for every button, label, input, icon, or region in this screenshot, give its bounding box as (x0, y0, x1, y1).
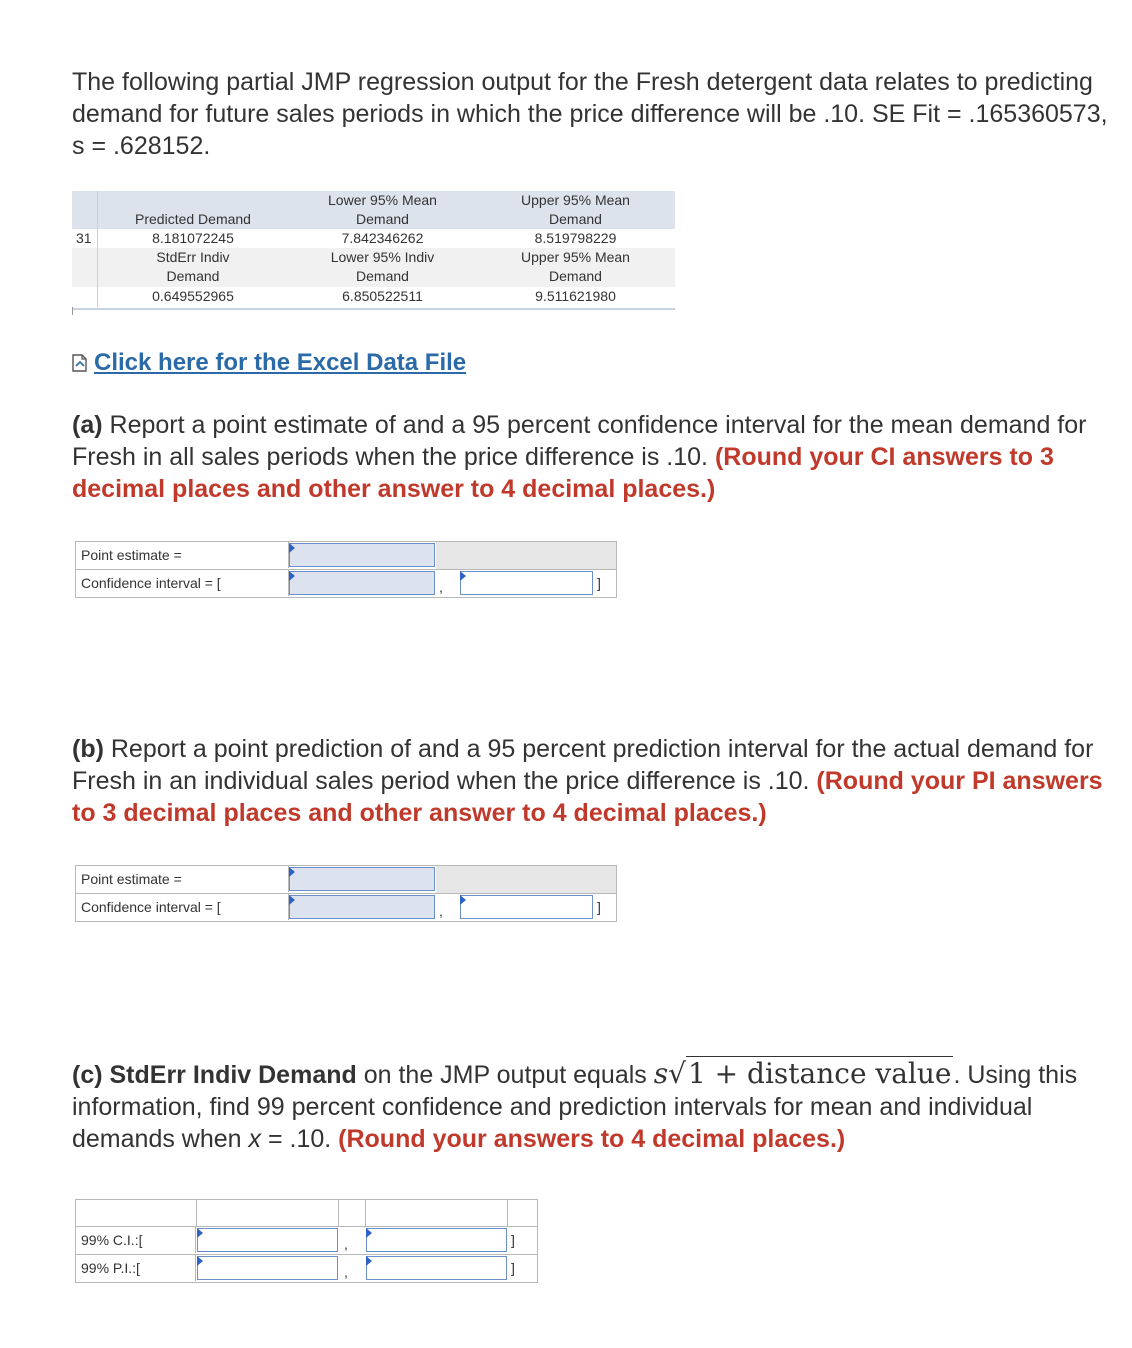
part-c-instruction: (Round your answers to 4 decimal places.) (338, 1125, 846, 1153)
input-flag-icon (289, 571, 295, 581)
part-b-comma: , (439, 903, 443, 919)
part-c-xvar: x (248, 1125, 262, 1153)
part-c-ci-close: ] (511, 1232, 515, 1248)
part-c-pi-high-input[interactable] (366, 1256, 507, 1280)
input-flag-icon (197, 1256, 203, 1266)
sqrt-icon: √ (668, 1057, 686, 1090)
part-a-close-bracket: ] (597, 575, 601, 591)
formula-s: s (653, 1057, 669, 1090)
input-flag-icon (366, 1228, 372, 1238)
intro-paragraph: The following partial JMP regression output for the Fresh detergent data relates to predicting demand for future sales periods in which the price difference will be .10. SE Fit = .165360573, s = .628152. (72, 68, 1108, 160)
jmp-header-lower-indiv-l1: Lower 95% Indiv (330, 249, 435, 265)
jmp-output-table (72, 191, 675, 315)
part-c-ci-low-input[interactable] (197, 1228, 338, 1252)
part-c-pi-low-input[interactable] (197, 1256, 338, 1280)
part-a-answer-table (75, 541, 617, 598)
part-b-pi-high-input[interactable] (460, 895, 593, 919)
part-c-ci-label: 99% C.I.:[ (76, 1227, 196, 1253)
input-flag-icon (460, 895, 466, 905)
jmp-value-upper-indiv: 9.511621980 (535, 288, 616, 304)
jmp-row-number: 31 (76, 230, 92, 246)
jmp-header-upper-indiv-l2: Demand (549, 268, 602, 284)
part-c-pi-label: 99% P.I.:[ (76, 1255, 196, 1281)
part-c-question (72, 1058, 1122, 1155)
part-a-instruction: (Round your CI answers to 3 decimal places and other answer to 4 decimal places.) (72, 443, 1054, 503)
part-c-label: (c) StdErr Indiv Demand (72, 1061, 357, 1089)
document-icon (72, 354, 88, 372)
part-a-ci-label: Confidence interval = [ (76, 570, 289, 596)
input-flag-icon (460, 571, 466, 581)
part-c-col-line-4 (507, 1200, 508, 1226)
part-c-pi-close: ] (511, 1260, 515, 1276)
jmp-header-stderr-l2: Demand (166, 268, 220, 284)
jmp-header-lower-mean-l1: Lower 95% Mean (328, 192, 437, 208)
part-b-point-input[interactable] (289, 867, 435, 891)
part-b-label: (b) (72, 735, 104, 763)
part-a-text: Report a point estimate of and a 95 percent confidence interval for the mean demand for Fresh in all sales periods when the price difference is .10. (72, 411, 1087, 471)
part-a-question (72, 409, 1122, 505)
part-b-question (72, 733, 1122, 829)
part-c-ci-high-input[interactable] (366, 1228, 507, 1252)
formula-radicand: 1 + distance value (687, 1057, 952, 1090)
part-c-answer-table (75, 1199, 538, 1283)
part-b-close-bracket: ] (597, 899, 601, 915)
part-b-point-label: Point estimate = (76, 866, 289, 892)
jmp-header-predicted-demand: Predicted Demand (135, 211, 251, 227)
part-b-pi-low-input[interactable] (289, 895, 435, 919)
excel-data-link[interactable] (72, 347, 466, 379)
jmp-header-stderr-l1: StdErr Indiv (156, 249, 230, 265)
jmp-value-predicted: 8.181072245 (152, 230, 234, 246)
part-c-col-line-2 (338, 1200, 339, 1226)
part-a-empty-cell (436, 542, 616, 569)
part-a-label: (a) (72, 411, 103, 439)
part-a-point-input[interactable] (289, 543, 435, 567)
jmp-header-upper-indiv-l1: Upper 95% Mean (521, 249, 630, 265)
jmp-values-row-1 (72, 229, 675, 248)
part-a-ci-low-input[interactable] (289, 571, 435, 595)
part-c-ci-comma: , (344, 1236, 348, 1252)
part-b-text: Report a point prediction of and a 95 percent prediction interval for the actual demand for Fresh in an individual sales period when the price difference is .10. (72, 735, 1094, 795)
jmp-value-lower-mean: 7.842346262 (341, 230, 424, 246)
part-c-formula (654, 1056, 954, 1090)
jmp-values-row-2 (72, 287, 675, 307)
jmp-header-lower-indiv-l2: Demand (356, 268, 409, 284)
jmp-header-lower-mean-l2: Demand (356, 211, 409, 227)
jmp-bottom-border (72, 308, 675, 310)
part-b-answer-table (75, 865, 617, 922)
input-flag-icon (197, 1228, 203, 1238)
part-a-ci-high-input[interactable] (460, 571, 593, 595)
part-b-empty-cell (436, 866, 616, 893)
jmp-header-upper-mean-l1: Upper 95% Mean (521, 192, 630, 208)
part-c-col-line-3 (365, 1200, 366, 1226)
part-c-pi-comma: , (344, 1264, 348, 1280)
input-flag-icon (289, 543, 295, 553)
jmp-column-divider (97, 191, 98, 307)
jmp-header-row-1 (72, 191, 675, 229)
excel-data-link-text[interactable]: Click here for the Excel Data File (94, 349, 467, 376)
jmp-value-upper-mean: 8.519798229 (534, 230, 617, 246)
input-flag-icon (366, 1256, 372, 1266)
jmp-value-stderr: 0.649552965 (152, 288, 234, 304)
jmp-header-row-2 (72, 248, 675, 287)
jmp-left-tick (72, 307, 73, 315)
part-b-ci-label: Confidence interval = [ (76, 894, 289, 920)
jmp-value-lower-indiv: 6.850522511 (342, 288, 423, 304)
part-a-point-label: Point estimate = (76, 542, 289, 568)
input-flag-icon (289, 867, 295, 877)
part-c-text3: = .10. (261, 1125, 339, 1153)
jmp-header-upper-mean-l2: Demand (549, 211, 602, 227)
input-flag-icon (289, 895, 295, 905)
part-c-text2: . Using this information, find 99 percent confidence and prediction intervals for mean and individual demands when (72, 1061, 1078, 1153)
part-c-col-line-1 (196, 1200, 197, 1226)
part-b-instruction: (Round your PI answers to 3 decimal places and other answer to 4 decimal places.) (72, 767, 1103, 827)
part-a-comma: , (439, 579, 443, 595)
part-c-text1: on the JMP output equals (356, 1061, 654, 1089)
